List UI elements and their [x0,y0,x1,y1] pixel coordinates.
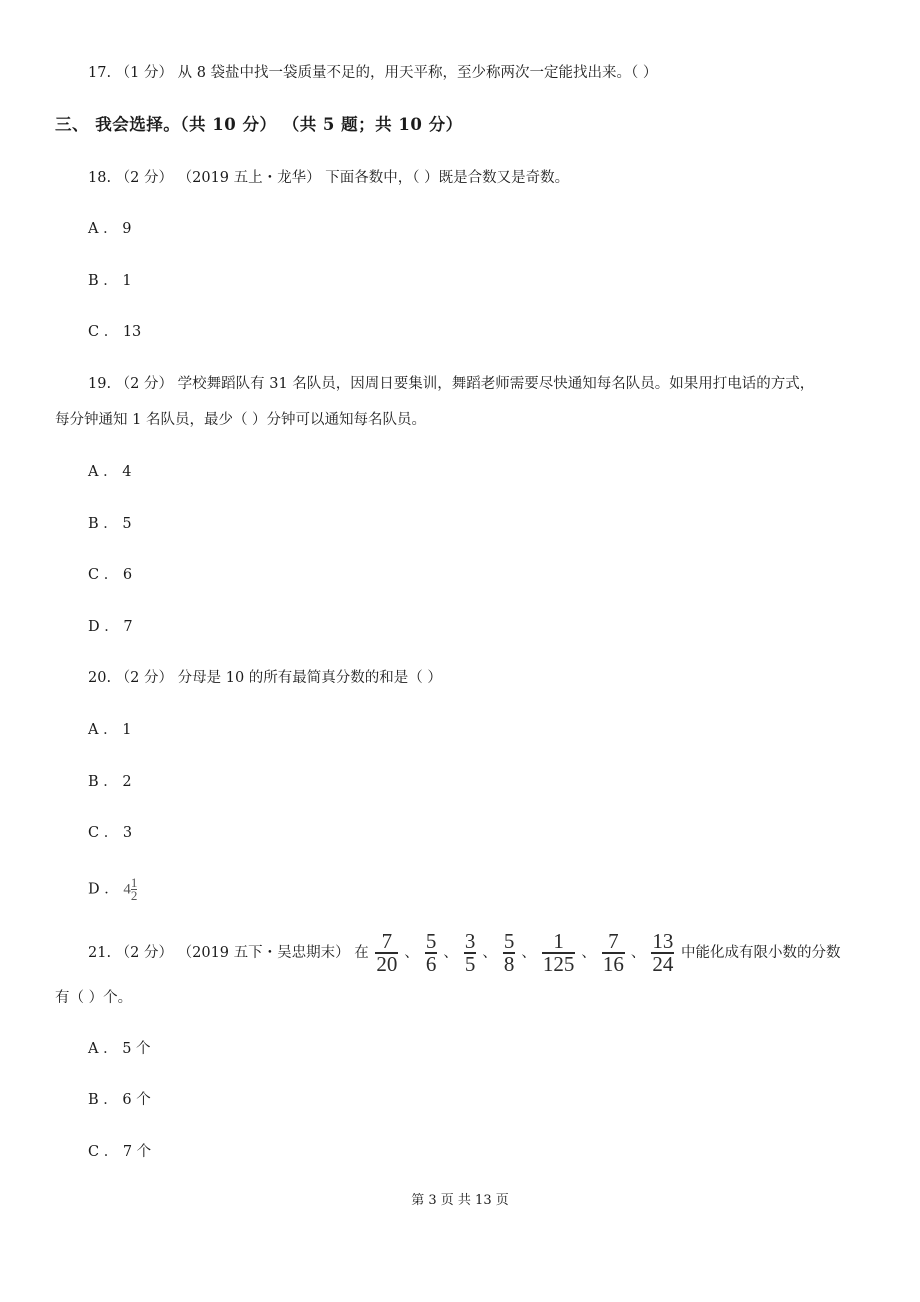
fraction-6 [602,931,625,975]
fraction-numerator: 3 [464,929,476,953]
q20-option-d [88,876,137,903]
separator: 、 [404,945,419,961]
fraction-denominator: 20 [376,952,398,976]
q20-option-a: A ． 1 [88,722,132,738]
question-19-line1: 19. （2 分） 学校舞蹈队有 31 名队员，因周日要集训，舞蹈老师需要尽快通知每名队员。如果用打电话的方式， [88,376,815,392]
separator: 、 [581,945,596,961]
question-21-line1 [88,930,840,976]
q20-option-c: C ． 3 [88,825,133,841]
q19-option-d: D ． 7 [88,619,133,635]
separator: 、 [521,945,536,961]
mixed-whole: 4 [123,881,131,898]
separator: 、 [482,945,497,961]
q20-option-b: B ． 2 [88,774,132,790]
q21-suffix: 中能化成有限小数的分数 [680,945,841,961]
section-title: 三、 我会选择。（共 10 分） （共 5 题；共 10 分） [55,115,463,134]
fraction-1 [375,931,398,975]
question-20: 20. （2 分） 分母是 10 的所有最简真分数的和是（ ） [88,670,442,686]
fraction-numerator: 13 [652,929,674,953]
fraction-numerator: 5 [425,929,437,953]
mixed-fraction [131,877,138,902]
q19-option-c: C ． 6 [88,567,133,583]
fraction-numerator: 7 [381,929,393,953]
mixed-denominator: 2 [130,888,138,904]
q18-option-a: A ． 9 [88,221,132,237]
fraction-denominator: 6 [425,952,437,976]
question-19-line2: 每分钟通知 1 名队员，最少（ ）分钟可以通知每名队员。 [55,412,427,428]
fraction-denominator: 125 [542,952,575,976]
mixed-numerator: 1 [130,875,138,891]
q21-option-a: A ． 5 个 [88,1041,151,1057]
q21-option-b: B ． 6 个 [88,1092,151,1108]
q19-option-b: B ． 5 [88,516,132,532]
fraction-numerator: 1 [553,929,564,953]
mixed-number [123,876,137,903]
fraction-denominator: 24 [652,952,674,976]
fraction-numerator: 7 [608,929,619,953]
fraction-numerator: 5 [503,929,515,953]
q21-option-c: C ． 7 个 [88,1144,152,1160]
page-footer: 第 3 页 共 13 页 [411,1193,509,1208]
fraction-denominator: 5 [464,952,476,976]
fraction-3 [464,931,477,975]
separator: 、 [443,945,458,961]
q19-option-a: A ． 4 [88,464,132,480]
q21-prefix: 21. （2 分） （2019 五下・吴忠期末） 在 [88,945,369,961]
question-17: 17. （1 分） 从 8 袋盐中找一袋质量不足的，用天平称，至少称两次一定能找出来。（ ） [88,65,658,81]
q18-option-c: C ． 13 [88,324,142,340]
fraction-5 [542,931,576,975]
fraction-4 [503,931,516,975]
q18-option-b: B ． 1 [88,273,132,289]
q20-option-d-label: D ． [88,881,119,898]
fraction-denominator: 8 [503,952,515,976]
separator: 、 [630,945,646,961]
question-21-line2: 有（ ）个。 [55,990,133,1006]
fraction-2 [425,931,438,975]
fraction-7 [651,931,674,975]
fraction-denominator: 16 [602,952,624,976]
question-18: 18. （2 分） （2019 五上・龙华） 下面各数中，（ ）既是合数又是奇数。 [88,170,570,186]
